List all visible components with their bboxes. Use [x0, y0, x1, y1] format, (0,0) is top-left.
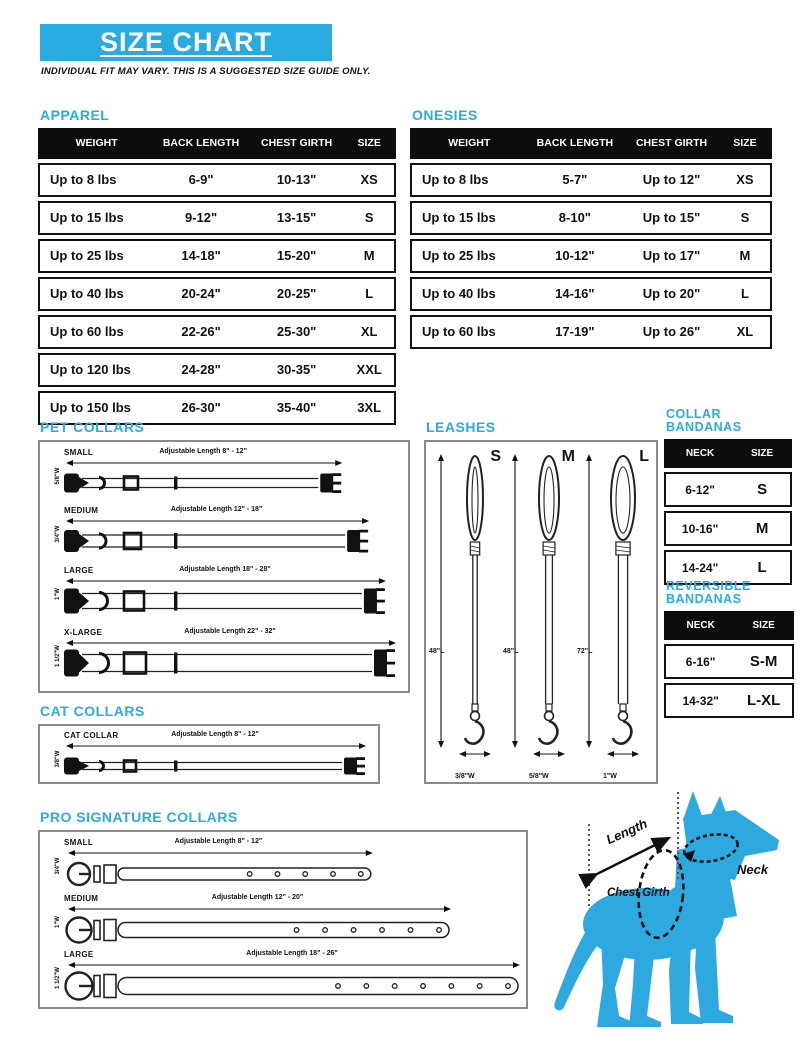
snap-hook-icon [613, 721, 631, 744]
collar-row [48, 837, 518, 893]
buckle-female-icon [374, 649, 387, 676]
table-cell: Up to 26" [642, 324, 701, 340]
swivel-icon [619, 711, 628, 720]
cat-collars-section [38, 704, 380, 784]
leashes-section [424, 420, 658, 784]
table-cell: XL [360, 324, 378, 340]
cat-collars-diagram [38, 724, 380, 784]
collar-graphic [62, 959, 522, 1005]
table-row [410, 163, 772, 197]
belt-hole [477, 983, 482, 988]
table-cell: L [365, 286, 374, 302]
column-header: BACK LENGTH [536, 137, 614, 150]
table-cell: S-M [749, 653, 778, 671]
slider-icon [174, 652, 177, 673]
dog-illustration [545, 788, 800, 1035]
table-cell: S [757, 481, 768, 499]
belt-hole [380, 927, 385, 932]
collar-width-label: 1 1/2"W [55, 644, 61, 667]
pet-collars-diagram [38, 440, 410, 693]
table-cell: 24-28" [181, 362, 221, 378]
belt-hole [449, 983, 454, 988]
apparel-table [38, 128, 396, 425]
table-cell: 20-24" [181, 286, 221, 302]
leash-handle-icon [467, 456, 483, 540]
onesies-heading: ONESIES [412, 107, 478, 123]
d-ring-icon [99, 761, 104, 770]
belt-strap [118, 977, 518, 994]
table-cell: 8-10" [558, 210, 591, 226]
belt-hole [303, 871, 308, 876]
table-cell: 5-7" [562, 172, 588, 188]
table-cell: S [364, 210, 374, 226]
table-cell: 25-30" [276, 324, 317, 340]
table-row [664, 644, 794, 679]
pro-signature-collars-section [38, 810, 528, 1009]
page-title: SIZE CHART [100, 27, 272, 57]
table-cell: Up to 40 lbs [422, 286, 496, 302]
leash-handle-icon [611, 456, 635, 540]
square-ring-icon [124, 591, 144, 610]
table-cell: 14-18" [181, 248, 221, 264]
table-cell: 6-9" [188, 172, 214, 188]
table-cell: Up to 20" [642, 286, 701, 302]
disclaimer-text: INDIVIDUAL FIT MAY VARY. THIS IS A SUGGESTED SIZE GUIDE ONLY. [41, 66, 371, 77]
belt-hole [364, 983, 369, 988]
collar-adjustable-length: Adjustable Length 18" - 26" [246, 949, 338, 957]
buckle-male-icon [64, 588, 79, 613]
collar-graphic [62, 740, 368, 786]
table-header-row [410, 128, 772, 159]
leash-diagram [579, 448, 651, 780]
table-cell: 14-32" [682, 693, 719, 708]
collar-width-label: 1 1/2"W [55, 966, 61, 989]
table-cell: 14-16" [555, 286, 595, 302]
belt-hole [437, 927, 442, 932]
buckle-male-icon [64, 473, 79, 492]
table-cell: Up to 8 lbs [422, 172, 489, 188]
collar-size-label: CAT COLLAR [64, 730, 119, 740]
table-cell: Up to 12" [642, 172, 701, 188]
table-row [38, 163, 396, 197]
belt-hole [408, 927, 413, 932]
table-cell: 6-12" [685, 482, 715, 497]
table-row [410, 277, 772, 311]
collar-adjustable-length: Adjustable Length 12" - 20" [211, 893, 304, 901]
collar-adjustable-length: Adjustable Length 22" - 32" [184, 627, 276, 635]
table-cell: XS [360, 172, 378, 188]
column-header: NECK [685, 448, 715, 460]
table-cell: L [740, 286, 749, 302]
leashes-diagram [424, 440, 658, 784]
table-cell: Up to 40 lbs [50, 286, 124, 302]
collar-size-label: MEDIUM [64, 893, 99, 903]
table-cell: M [739, 248, 751, 264]
table-cell: Up to 150 lbs [50, 400, 131, 416]
collar-adjustable-length: Adjustable Length 8" - 12" [171, 730, 259, 738]
collar-bandanas-section [664, 408, 792, 585]
collar-graphic [62, 637, 398, 683]
table-cell: 9-12" [184, 210, 218, 226]
table-row [38, 239, 396, 273]
column-header: CHEST GIRTH [261, 137, 333, 150]
slider-icon [174, 476, 177, 489]
table-cell: 15-20" [276, 248, 317, 264]
collar-adjustable-length: Adjustable Length 8" - 12" [174, 837, 263, 845]
collar-width-label: 5/8"W [55, 467, 61, 485]
leash-handle-icon [539, 456, 559, 540]
buckle-female-icon [320, 473, 333, 492]
onesies-section [410, 108, 772, 349]
table-header-row [664, 611, 794, 640]
collar-row [48, 627, 400, 689]
collar-graphic [62, 575, 398, 621]
table-row [410, 315, 772, 349]
belt-hole [351, 927, 356, 932]
table-cell: 10-12" [555, 248, 595, 264]
leash-length-label: 48"L [503, 647, 519, 655]
buckle-male-icon [64, 530, 79, 552]
table-cell: 20-25" [276, 286, 317, 302]
table-row [664, 683, 794, 718]
table-cell: 26-30" [181, 400, 221, 416]
pro-signature-collars-diagram [38, 830, 528, 1009]
snap-hook-icon [539, 721, 557, 744]
collar-graphic [62, 903, 522, 949]
collar-row [48, 949, 518, 1005]
collar-row [48, 447, 400, 505]
table-row [38, 201, 396, 235]
collar-graphic [62, 457, 398, 503]
table-cell: 6-16" [685, 654, 716, 669]
leash-width-label: 3/8"W [455, 772, 475, 780]
table-row [664, 472, 792, 507]
table-cell: Up to 25 lbs [422, 248, 496, 264]
table-cell: S [740, 210, 750, 226]
collar-width-label: 3/4"W [55, 525, 61, 543]
table-cell: Up to 60 lbs [422, 324, 496, 340]
apparel-section [38, 108, 396, 425]
swivel-icon [545, 711, 554, 720]
leash-graphic [579, 448, 651, 760]
collar-width-label: 1"W [55, 915, 61, 928]
slider-icon [174, 533, 177, 549]
leash-graphic [431, 448, 503, 760]
table-cell: 3XL [357, 400, 382, 416]
collar-adjustable-length: Adjustable Length 18" - 28" [179, 565, 271, 573]
leash-length-label: 48"L [429, 647, 445, 655]
page-title-banner [40, 24, 332, 61]
belt-hole [323, 927, 328, 932]
collar-adjustable-length: Adjustable Length 12" - 18" [170, 505, 263, 513]
chest-girth-label: Chest Girth [607, 887, 670, 899]
dog-measurement-diagram [545, 788, 800, 1035]
table-cell: M [755, 520, 769, 538]
column-header: WEIGHT [448, 137, 491, 150]
column-header: NECK [686, 620, 715, 632]
leash-size-label: S [490, 447, 501, 465]
collar-row [48, 893, 518, 949]
table-cell: 14-24" [681, 560, 719, 575]
belt-hole [331, 871, 336, 876]
table-cell: M [363, 248, 375, 264]
belt-hole [275, 871, 280, 876]
collar-bandanas-heading: COLLAR BANDANAS [666, 407, 742, 435]
table-cell: Up to 8 lbs [50, 172, 117, 188]
column-header: WEIGHT [75, 137, 118, 150]
table-cell: 30-35" [276, 362, 317, 378]
collar-width-label: 1"W [55, 587, 61, 600]
table-row [410, 239, 772, 273]
cat-collars-heading: CAT COLLARS [40, 703, 145, 719]
d-ring-icon [99, 592, 108, 609]
leash-size-label: L [639, 447, 649, 465]
onesies-table [410, 128, 772, 349]
reversible-bandanas-table [664, 611, 794, 718]
table-header-row [38, 128, 396, 159]
table-header-row [664, 439, 792, 468]
collar-width-label: 3/8"W [55, 750, 61, 768]
length-label: Length [603, 815, 650, 848]
square-ring-icon [124, 652, 146, 673]
collar-size-label: SMALL [64, 837, 94, 847]
column-header: SIZE [750, 448, 774, 460]
table-cell: 35-40" [276, 400, 317, 416]
leashes-heading: LEASHES [426, 419, 496, 435]
pet-collars-heading: PET COLLARS [40, 419, 145, 435]
leash-diagram [431, 448, 503, 780]
column-header: SIZE [733, 137, 757, 150]
collar-width-label: 3/4"W [55, 857, 61, 875]
belt-hole [247, 871, 252, 876]
table-row [38, 353, 396, 387]
column-header: BACK LENGTH [162, 137, 240, 150]
buckle-male-icon [64, 757, 79, 774]
leash-graphic [505, 448, 577, 760]
pro-signature-collars-heading: PRO SIGNATURE COLLARS [40, 809, 238, 825]
table-cell: Up to 60 lbs [50, 324, 124, 340]
collar-row [48, 730, 370, 780]
table-cell: Up to 15" [642, 210, 701, 226]
reversible-bandanas-section [664, 580, 794, 718]
collar-adjustable-length: Adjustable Length 8" - 12" [159, 447, 247, 455]
belt-hole [421, 983, 426, 988]
collar-size-label: MEDIUM [64, 505, 99, 515]
leash-width-label: 5/8"W [529, 772, 549, 780]
table-cell: 10-13" [276, 172, 317, 188]
slider-icon [174, 760, 177, 771]
snap-hook-icon [465, 721, 483, 744]
table-cell: Up to 17" [642, 248, 701, 264]
table-cell: XXL [356, 362, 382, 378]
collar-row [48, 505, 400, 565]
table-cell: Up to 25 lbs [50, 248, 124, 264]
belt-hole [294, 927, 299, 932]
neck-label: Neck [737, 862, 769, 877]
swivel-icon [471, 711, 480, 720]
collar-row [48, 565, 400, 627]
table-cell: 10-16" [681, 521, 719, 536]
column-header: SIZE [752, 620, 775, 632]
table-cell: 17-19" [555, 324, 595, 340]
buckle-female-icon [347, 530, 360, 552]
collar-size-label: X-LARGE [64, 627, 103, 637]
collar-bandanas-table [664, 439, 792, 585]
collar-graphic [62, 847, 522, 893]
buckle-female-icon [364, 588, 377, 613]
slider-icon [174, 591, 177, 610]
table-cell: L-XL [746, 692, 781, 710]
table-row [410, 201, 772, 235]
d-ring-icon [99, 653, 109, 672]
table-cell: Up to 15 lbs [422, 210, 496, 226]
d-ring-icon [99, 534, 106, 548]
dog-silhouette [554, 791, 779, 1027]
table-cell: XS [736, 172, 754, 188]
leash-width-label: 1"W [603, 772, 617, 780]
collar-size-label: SMALL [64, 447, 94, 457]
belt-hole [336, 983, 341, 988]
leash-length-label: 72"L [577, 647, 593, 655]
table-cell: 22-26" [181, 324, 221, 340]
table-row [664, 511, 792, 546]
belt-hole [506, 983, 511, 988]
table-row [38, 277, 396, 311]
table-cell: Up to 15 lbs [50, 210, 124, 226]
collar-graphic [62, 515, 398, 561]
buckle-female-icon [344, 757, 357, 774]
belt-strap [118, 922, 449, 937]
apparel-heading: APPAREL [40, 107, 110, 123]
pet-collars-section [38, 420, 410, 693]
reversible-bandanas-heading: REVERSIBLE BANDANAS [666, 579, 751, 607]
column-header: CHEST GIRTH [635, 137, 708, 150]
table-row [38, 315, 396, 349]
table-cell: L [757, 559, 767, 577]
belt-strap [118, 868, 371, 880]
column-header: SIZE [357, 137, 381, 150]
collar-size-label: LARGE [64, 949, 94, 959]
belt-hole [359, 871, 364, 876]
leash-size-label: M [561, 447, 575, 465]
table-cell: 13-15" [276, 210, 317, 226]
collar-size-label: LARGE [64, 565, 94, 575]
buckle-male-icon [64, 649, 79, 676]
table-cell: XL [736, 324, 754, 340]
belt-hole [392, 983, 397, 988]
table-cell: Up to 120 lbs [50, 362, 131, 378]
leash-diagram [505, 448, 577, 780]
